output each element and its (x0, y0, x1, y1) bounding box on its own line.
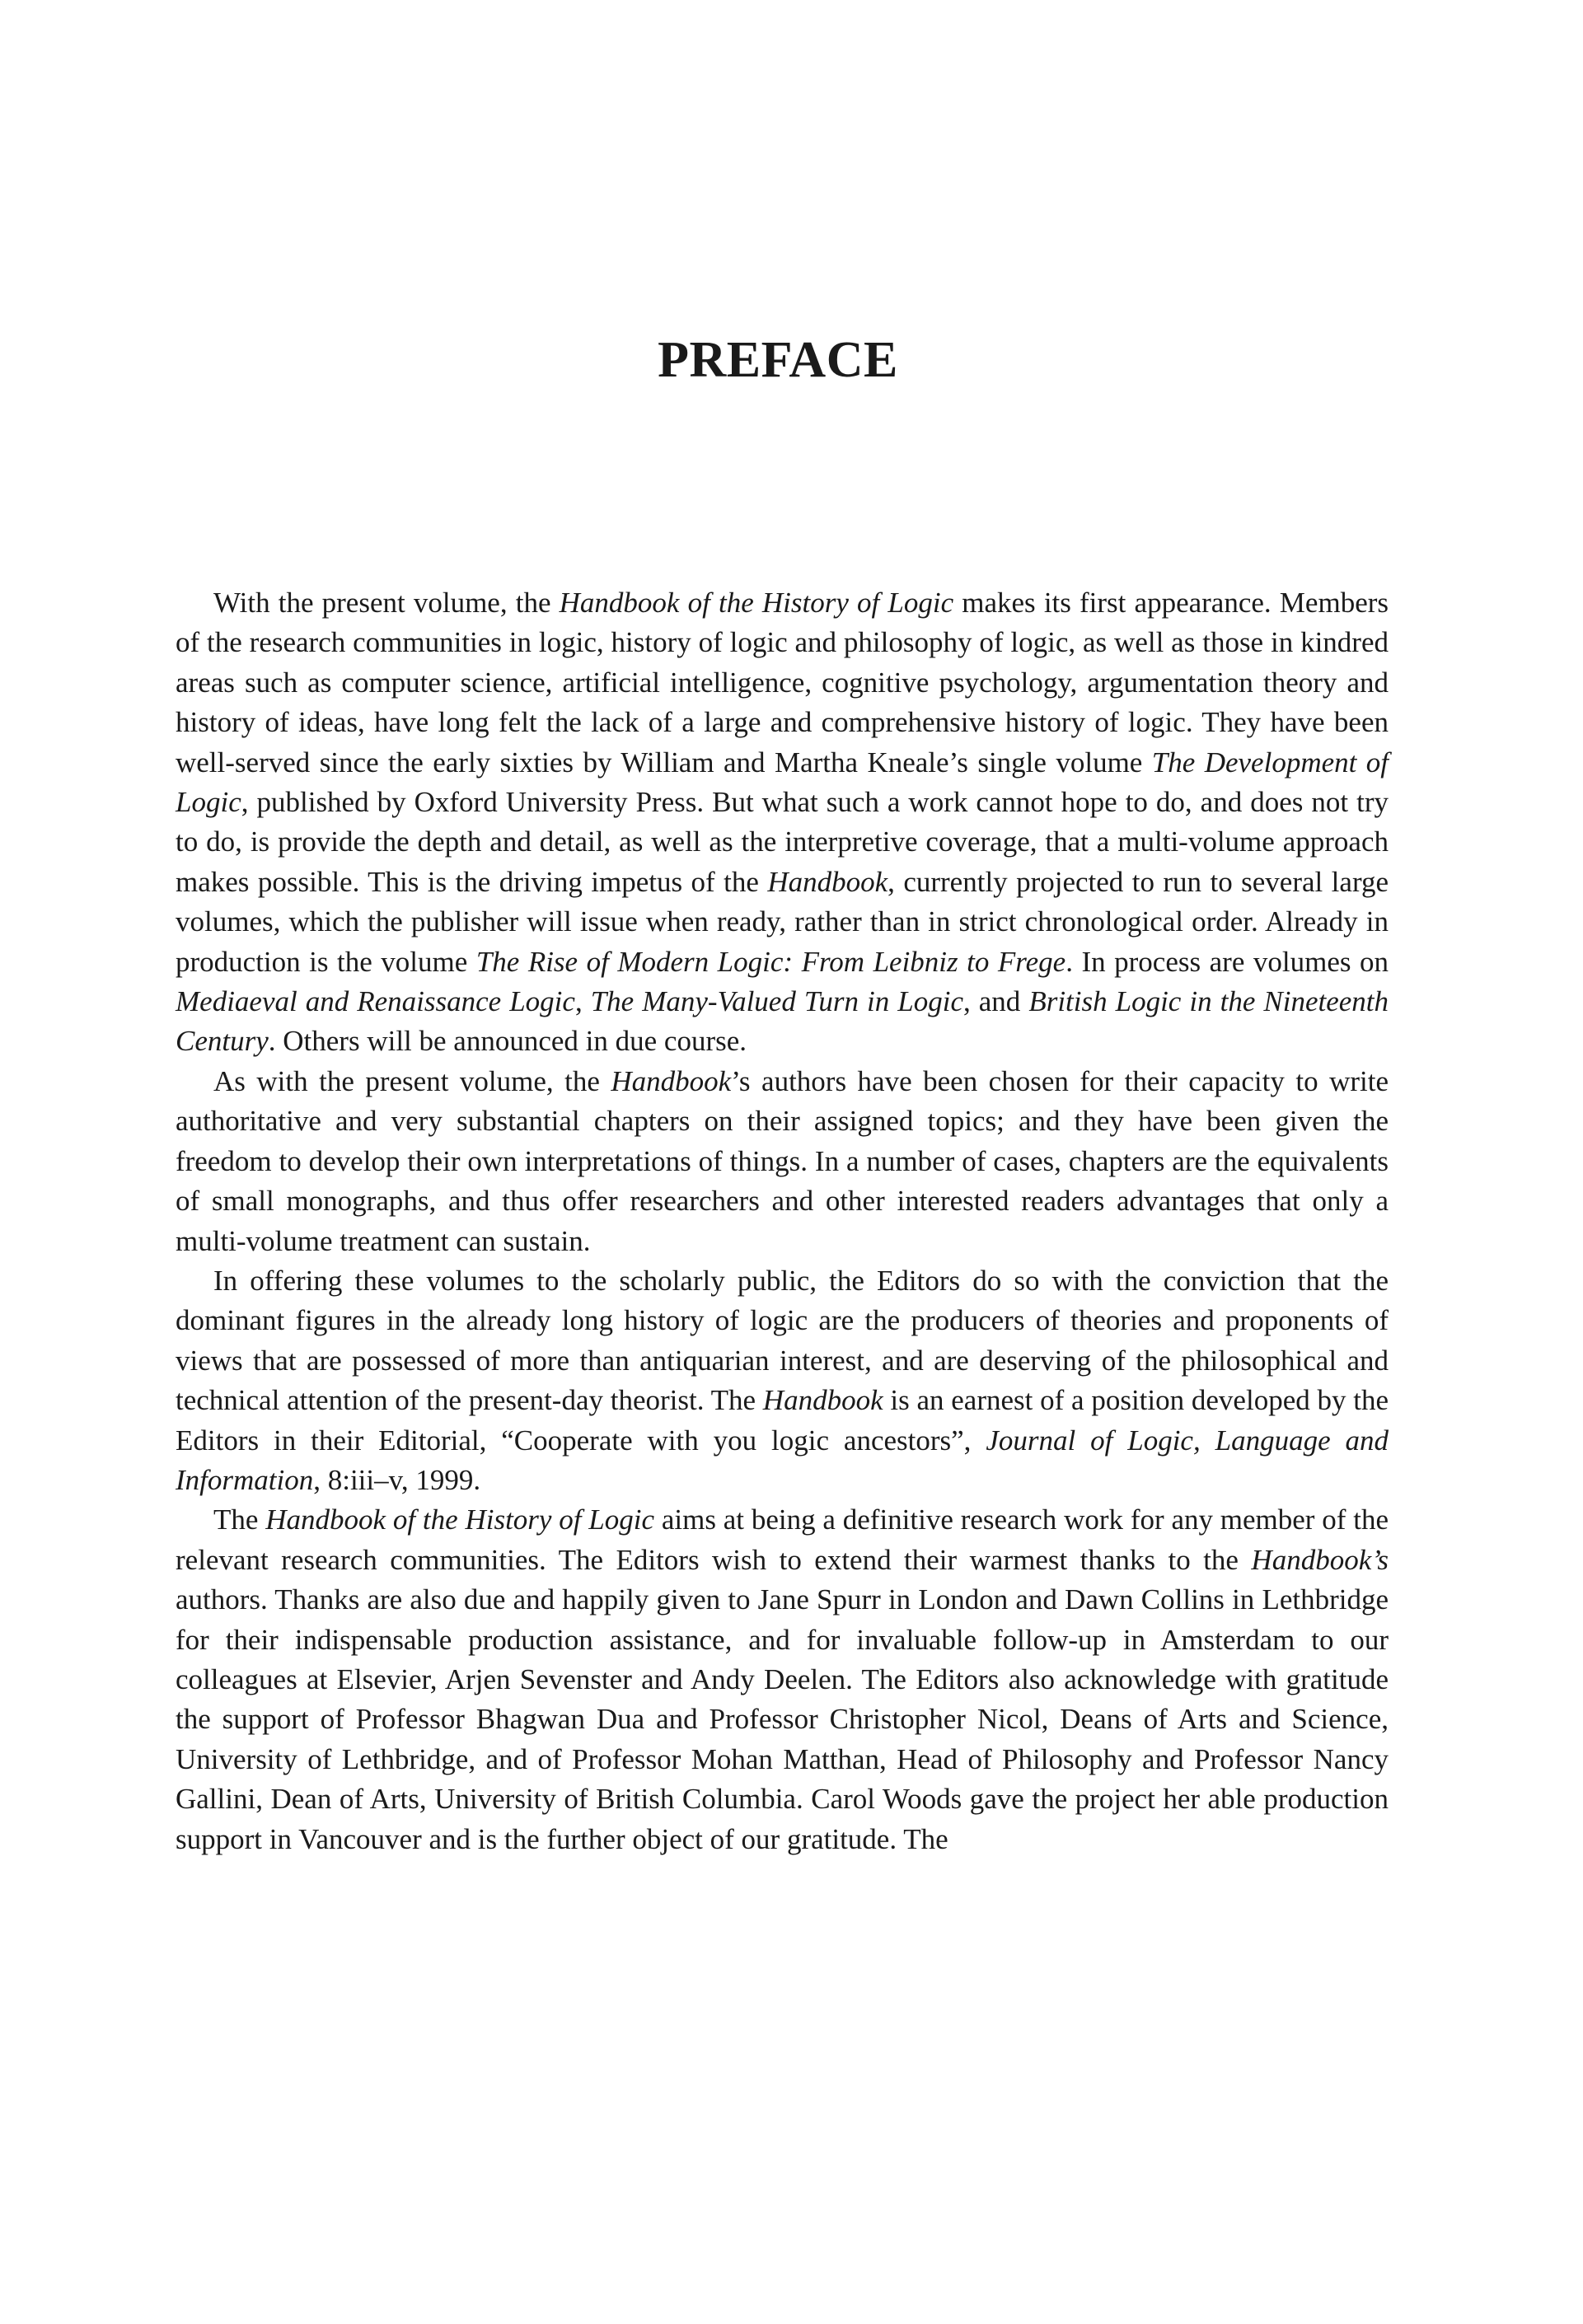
journal-title-run: Journal of Logic, Language and Information (176, 1424, 1389, 1496)
paragraph-4 (176, 1500, 1389, 1859)
book-title-run: Handbook of the History of Logic (265, 1503, 655, 1536)
book-title-run: Handbook (611, 1064, 732, 1097)
text-run: The (213, 1503, 266, 1536)
book-title-run: Handbook’s (1251, 1543, 1389, 1576)
book-title-run: Handbook (767, 865, 888, 898)
book-title-run: The Rise of Modern Logic: From Leibniz to Frege (475, 945, 1066, 978)
book-title-run: British Logic in the Nineteenth Century (176, 985, 1389, 1058)
book-title-run: The Development of Logic (176, 746, 1389, 819)
text-run: . Others will be announced in due course. (268, 1025, 747, 1058)
text-run: authors. Thanks are also due and happily given to Jane Spurr in London and Dawn Collins in Lethbridge for their indispensable production assistance, and for invaluable follow-up in Amsterdam to our colleagues at Elsevier, Arjen Sevenster and Andy Deelen. The Editors also acknowledge with gratitude the support of Professor Bhagwan Dua and Professor Christopher Nicol, Deans of Arts and Science, University of Lethbridge, and of Professor Mohan Matthan, Head of Philosophy and Professor Nancy Gallini, Dean of Arts, University of British Columbia. Carol Woods gave the project her able production support in Vancouver and is the further object of our gratitude. The (176, 1583, 1389, 1855)
book-title-run: Handbook (762, 1384, 883, 1417)
text-run: As with the present volume, the (213, 1064, 611, 1097)
text-run: is an earnest of a position developed by the Editors in their Editorial, “Cooperate with you logic ancestors”, (176, 1384, 1389, 1457)
text-run: ’s authors have been chosen for their capacity to write authoritative and very substantial chapters on their assigned topics; and they have been given the freedom to develop their own interpretations of things. In a number of cases, chapters are the equivalents of small monographs, and thus offer researchers and other interested readers advantages that only a multi-volume treatment can sustain. (176, 1064, 1389, 1257)
text-run: , 8:iii–v, 1999. (313, 1463, 481, 1496)
paragraph-1 (176, 583, 1389, 1062)
text-run: , (574, 985, 591, 1018)
book-title-run: The Many-Valued Turn in Logic (590, 985, 963, 1018)
book-title-run: Handbook of the History of Logic (559, 587, 954, 619)
text-run: . In process are volumes on (1065, 945, 1389, 978)
paragraph-2 (176, 1062, 1389, 1261)
page-title: PREFACE (658, 332, 898, 388)
preface-body (176, 583, 1389, 1859)
text-run: aims at being a definitive research work for any member of the relevant research communities. The Editors wish to extend their warmest thanks to the (176, 1503, 1389, 1576)
text-run: , and (962, 985, 1029, 1018)
text-run: makes its first appearance. Members of the research communities in logic, history of logic and philosophy of logic, as well as those in kindred areas such as computer science, artificial intelligence, cognitive psychology, argumentation theory and history of ideas, have long felt the lack of a large and comprehensive history of logic. They have been well-served since the early sixties by William and Martha Kneale’s single volume (176, 587, 1389, 779)
book-title-run: Mediaeval and Renaissance Logic (176, 985, 575, 1018)
text-run: , currently projected to run to several large volumes, which the publisher will issue when ready, rather than in strict chronological order. Already in production is the volume (176, 865, 1389, 978)
text-run: In offering these volumes to the scholarly public, the Editors do so with the conviction that the dominant figures in the already long history of logic are the producers of theories and proponents of views that are possessed of more than antiquarian interest, and are deserving of the philosophical and technical attention of the present-day theorist. The (176, 1264, 1389, 1417)
text-run: With the present volume, the (213, 587, 560, 619)
paragraph-3 (176, 1261, 1389, 1500)
text-run: , published by Oxford University Press. But what such a work cannot hope to do, and does not try to do, is provide the depth and detail, as well as the interpretive coverage, that a multi-volume approach makes possible. This is the driving impetus of the (176, 786, 1389, 898)
